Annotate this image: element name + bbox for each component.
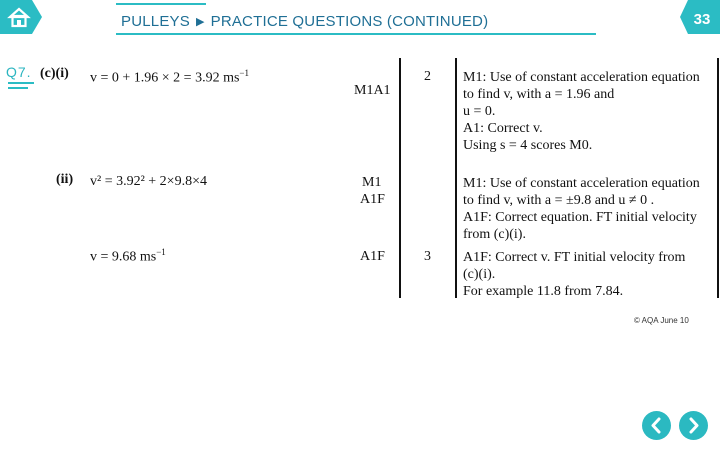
table-border-right — [717, 58, 719, 298]
note-line: M1: Use of constant acceleration equation — [463, 70, 700, 85]
previous-button[interactable] — [642, 411, 671, 440]
note-line: to find v, with a = ±9.8 and u ≠ 0 . — [463, 193, 655, 208]
part-c-ii-label: (ii) — [56, 172, 74, 187]
part-c-ii-working: v² = 3.92² + 2×9.8×4 — [90, 174, 207, 189]
note-line: (c)(i). — [463, 267, 496, 282]
chevron-left-icon — [642, 411, 671, 440]
breadcrumb-arrow-icon: ▶ — [195, 16, 205, 28]
note-line: M1: Use of constant acceleration equation — [463, 176, 700, 191]
title-topic: PULLEYS — [121, 13, 190, 30]
part-c-i-label: (c)(i) — [40, 66, 69, 81]
note-line: u = 0. — [463, 104, 496, 119]
part-c-ii-total: 3 — [424, 249, 431, 264]
copyright-text: © AQA June 10 — [634, 316, 689, 325]
question-label: Q7. — [6, 64, 32, 80]
home-icon[interactable] — [0, 0, 42, 34]
part-c-ii-notes — [463, 175, 700, 243]
page-number-badge — [680, 0, 720, 34]
table-divider-total — [455, 58, 457, 298]
part-c-ii-answer-notes — [463, 249, 685, 300]
note-line: A1F: Correct v. FT initial velocity from — [463, 250, 686, 265]
chevron-right-icon — [679, 411, 708, 440]
part-c-i-notes — [463, 69, 700, 154]
note-line: Using s = 4 scores M0. — [463, 138, 593, 153]
header-accent-line — [116, 3, 206, 5]
part-c-i-marks: M1A1 — [354, 83, 391, 98]
page-number: 33 — [693, 11, 711, 28]
title-underline — [116, 33, 596, 35]
note-line: to find v, with a = 1.96 and — [463, 87, 615, 102]
next-button[interactable] — [679, 411, 708, 440]
part-c-ii-marks-m1: M1 — [362, 175, 382, 190]
note-line: from (c)(i). — [463, 227, 526, 242]
note-line: A1F: Correct equation. FT initial velocity — [463, 210, 697, 225]
part-c-ii-answer: v = 9.68 $ms^{-1}$ — [90, 247, 166, 265]
page-title — [121, 13, 488, 30]
part-c-i-working: v = 0 + 1.96 × 2 = 3.92 $ms^{-1}$ — [90, 68, 249, 86]
part-c-i-total: 2 — [424, 69, 431, 84]
part-c-ii-marks-a1f: A1F — [360, 192, 385, 207]
part-c-ii-answer-marks: A1F — [360, 249, 385, 264]
note-line: A1: Correct v. — [463, 121, 543, 136]
title-section: PRACTICE QUESTIONS (CONTINUED) — [210, 13, 489, 30]
note-line: For example 11.8 from 7.84. — [463, 284, 624, 299]
question-label-underline — [8, 82, 34, 92]
table-divider-marks — [399, 58, 401, 298]
